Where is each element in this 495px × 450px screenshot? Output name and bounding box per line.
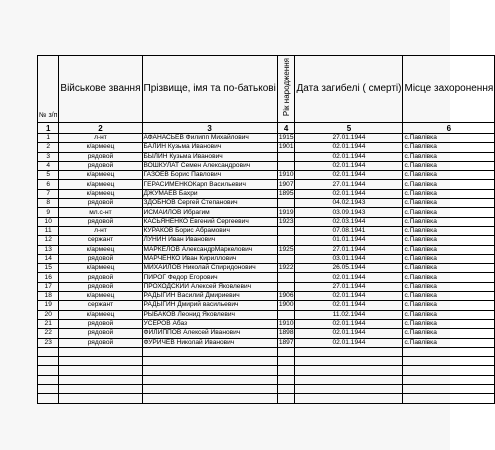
- row-number: 12: [38, 236, 59, 245]
- header-burial: Місце захоронення: [403, 56, 495, 123]
- table-row: [38, 189, 495, 198]
- table-row: [38, 273, 495, 282]
- rank-cell: рядовой: [59, 329, 142, 338]
- rank-cell: сержант: [59, 301, 142, 310]
- row-number: 5: [38, 171, 59, 180]
- name-cell: КУРАКОВ Борис Абрамович: [142, 226, 277, 235]
- burial-place-cell: с.Павлівка: [403, 319, 495, 328]
- empty-cell: [142, 394, 277, 403]
- row-number: 14: [38, 254, 59, 263]
- row-number: 13: [38, 245, 59, 254]
- birth-year-cell: [277, 161, 295, 170]
- empty-row: [38, 375, 495, 384]
- header-name: Прізвище, імя та по-батькові: [142, 56, 277, 123]
- birth-year-cell: 1923: [278, 217, 294, 225]
- name-cell: МИХАЙЛОВ Николай Спиридонович: [142, 264, 277, 273]
- burial-register-table: [37, 55, 495, 404]
- death-date-cell: 01.01.1944: [295, 236, 403, 245]
- header-num: № з/п: [38, 56, 59, 123]
- birth-year-cell: 1906: [278, 292, 294, 300]
- burial-place-cell: с.Павлівка: [403, 143, 495, 152]
- name-cell: ПИРОГ Федор Егорович: [142, 273, 277, 282]
- column-number: 2: [59, 123, 142, 134]
- row-number: 9: [38, 208, 59, 217]
- empty-cell: [277, 347, 295, 356]
- death-date-cell: 02.03.1944: [295, 217, 403, 226]
- empty-cell: [142, 347, 277, 356]
- empty-cell: [142, 385, 277, 394]
- birth-year-cell: 1915: [278, 134, 294, 142]
- table-row: [38, 208, 495, 217]
- empty-cell: [38, 347, 59, 356]
- death-date-cell: 02.01.1944: [295, 292, 403, 301]
- death-date-cell: 02.01.1944: [295, 161, 403, 170]
- empty-cell: [403, 357, 495, 366]
- burial-place-cell: с.Павлівка: [403, 161, 495, 170]
- table-row: [38, 152, 495, 161]
- name-cell: БАЛИН Кузьма Иванович: [142, 143, 277, 152]
- burial-place-cell: с.Павлівка: [403, 254, 495, 263]
- death-date-cell: 03.09.1943: [295, 208, 403, 217]
- name-cell: ИСМАИЛОВ Ибрагим: [142, 208, 277, 217]
- header-rank: Військове звання: [59, 56, 142, 123]
- name-cell: ФИЛИППОВ Алексей Иванович: [142, 329, 277, 338]
- rank-cell: л-нт: [59, 134, 142, 143]
- row-number: 3: [38, 152, 59, 161]
- column-number: 5: [295, 123, 403, 134]
- name-cell: РАДЫГИН Дмирий васильевич: [142, 301, 277, 310]
- birth-year-cell: 1901: [278, 143, 294, 151]
- table-row: [38, 180, 495, 189]
- empty-row: [38, 394, 495, 403]
- empty-row: [38, 366, 495, 375]
- row-number: 2: [38, 143, 59, 152]
- table-row: [38, 171, 495, 180]
- table-row: [38, 245, 495, 254]
- empty-cell: [142, 375, 277, 384]
- birth-year-cell: [277, 254, 295, 263]
- name-cell: БЫЛИН Кузьма Иванович: [142, 152, 277, 161]
- empty-cell: [295, 357, 403, 366]
- row-number: 16: [38, 273, 59, 282]
- birth-year-cell: [277, 236, 295, 245]
- row-number: 22: [38, 329, 59, 338]
- row-number: 21: [38, 319, 59, 328]
- table-row: [38, 161, 495, 170]
- death-date-cell: 27.01.1944: [295, 245, 403, 254]
- death-date-cell: 02.01.1944: [295, 301, 403, 310]
- row-number: 1: [38, 134, 59, 143]
- table-row: [38, 292, 495, 301]
- row-number: 18: [38, 292, 59, 301]
- empty-cell: [142, 366, 277, 375]
- table-row: [38, 301, 495, 310]
- empty-cell: [403, 347, 495, 356]
- empty-cell: [38, 394, 59, 403]
- empty-cell: [59, 357, 142, 366]
- rank-cell: к/армеец: [59, 245, 142, 254]
- row-number: 17: [38, 282, 59, 291]
- rank-cell: к/армеец: [59, 292, 142, 301]
- rank-cell: рядовой: [59, 152, 142, 161]
- table-row: [38, 264, 495, 273]
- table-row: [38, 310, 495, 319]
- birth-year-cell: 1897: [278, 338, 294, 346]
- row-number: 15: [38, 264, 59, 273]
- table-row: [38, 254, 495, 263]
- name-cell: УСЕРОВ Абаз: [142, 319, 277, 328]
- empty-cell: [38, 366, 59, 375]
- empty-cell: [38, 357, 59, 366]
- burial-place-cell: с.Павлівка: [403, 329, 495, 338]
- row-number: 6: [38, 180, 59, 189]
- name-cell: ЛУНИН Иван Иванович: [142, 236, 277, 245]
- death-date-cell: 02.01.1944: [295, 171, 403, 180]
- rank-cell: рядовой: [59, 217, 142, 226]
- column-number-row: [38, 123, 495, 134]
- rank-cell: рядовой: [59, 254, 142, 263]
- birth-year-cell: [277, 273, 295, 282]
- empty-cell: [277, 375, 295, 384]
- empty-cell: [295, 375, 403, 384]
- birth-year-cell: 1919: [278, 208, 294, 216]
- name-cell: МАРКЕЛОВ АлександрМаркелович: [142, 245, 277, 254]
- birth-year-cell: 1910: [278, 171, 294, 179]
- empty-cell: [59, 394, 142, 403]
- rank-cell: сержант: [59, 236, 142, 245]
- burial-place-cell: с.Павлівка: [403, 282, 495, 291]
- rank-cell: к/армеец: [59, 264, 142, 273]
- name-cell: АФАНАСЬЕВ Филипп Михайлович: [142, 134, 277, 143]
- table-row: [38, 143, 495, 152]
- death-date-cell: 02.01.1944: [295, 189, 403, 198]
- row-number: 8: [38, 199, 59, 208]
- empty-cell: [38, 385, 59, 394]
- empty-cell: [59, 375, 142, 384]
- row-number: 7: [38, 189, 59, 198]
- row-number: 19: [38, 301, 59, 310]
- header-birth-year-label: Рік народження: [281, 57, 291, 117]
- burial-place-cell: с.Павлівка: [403, 292, 495, 301]
- name-cell: ГАЗОЕВ Борис Павлович: [142, 171, 277, 180]
- name-cell: ГЕРАСИМЕНКОКарп Васильевич: [142, 180, 277, 189]
- row-number: 11: [38, 226, 59, 235]
- empty-cell: [295, 385, 403, 394]
- rank-cell: к/армеец: [59, 189, 142, 198]
- birth-year-cell: [277, 226, 295, 235]
- rank-cell: рядовой: [59, 161, 142, 170]
- table-row: [38, 282, 495, 291]
- death-date-cell: 02.01.1944: [295, 143, 403, 152]
- birth-year-cell: [277, 152, 295, 161]
- rank-cell: рядовой: [59, 282, 142, 291]
- death-date-cell: 02.01.1944: [295, 152, 403, 161]
- burial-place-cell: с.Павлівка: [403, 245, 495, 254]
- birth-year-cell: 1922: [278, 264, 294, 272]
- table-row: [38, 236, 495, 245]
- empty-row: [38, 357, 495, 366]
- death-date-cell: 03.01.1944: [295, 254, 403, 263]
- birth-year-cell: 1898: [278, 329, 294, 337]
- burial-place-cell: с.Павлівка: [403, 338, 495, 347]
- birth-year-cell: [277, 282, 295, 291]
- rank-cell: л-нт: [59, 226, 142, 235]
- burial-place-cell: с.Павлівка: [403, 310, 495, 319]
- empty-cell: [295, 347, 403, 356]
- death-date-cell: 02.01.1944: [295, 338, 403, 347]
- death-date-cell: 04.02.1943: [295, 199, 403, 208]
- empty-cell: [59, 385, 142, 394]
- table-row: [38, 217, 495, 226]
- rank-cell: к/армеец: [59, 143, 142, 152]
- rank-cell: к/армеец: [59, 171, 142, 180]
- register-rows: [38, 134, 495, 404]
- birth-year-cell: 1895: [278, 189, 294, 197]
- table-row: [38, 329, 495, 338]
- death-date-cell: 11.02.1944: [295, 310, 403, 319]
- table-row: [38, 319, 495, 328]
- burial-place-cell: с.Павлівка: [403, 152, 495, 161]
- row-number: 23: [38, 338, 59, 347]
- empty-cell: [403, 385, 495, 394]
- death-date-cell: 07.08.1941: [295, 226, 403, 235]
- burial-place-cell: с.Павлівка: [403, 301, 495, 310]
- name-cell: ДЖУМАЕВ Бахри: [142, 189, 277, 198]
- name-cell: ПРОХОДСКИЙ Алексей Яковлевич: [142, 282, 277, 291]
- burial-place-cell: с.Павлівка: [403, 134, 495, 143]
- name-cell: РАДЫГИН Василий Дмириевич: [142, 292, 277, 301]
- death-date-cell: 02.01.1944: [295, 319, 403, 328]
- row-number: 4: [38, 161, 59, 170]
- rank-cell: к/армеец: [59, 180, 142, 189]
- burial-place-cell: с.Павлівка: [403, 273, 495, 282]
- table-row: [38, 338, 495, 347]
- column-number: 4: [277, 123, 295, 134]
- rank-cell: к/армеец: [59, 310, 142, 319]
- rank-cell: рядовой: [59, 199, 142, 208]
- burial-place-cell: с.Павлівка: [403, 208, 495, 217]
- column-number: 1: [38, 123, 59, 134]
- row-number: 10: [38, 217, 59, 226]
- name-cell: ФУРИЧЕВ Николай Иванович: [142, 338, 277, 347]
- burial-place-cell: с.Павлівка: [403, 236, 495, 245]
- rank-cell: мл.с-нт: [59, 208, 142, 217]
- death-date-cell: 27.01.1944: [295, 180, 403, 189]
- table-row: [38, 226, 495, 235]
- death-date-cell: 02.01.1944: [295, 273, 403, 282]
- empty-cell: [277, 385, 295, 394]
- empty-row: [38, 385, 495, 394]
- death-date-cell: 02.01.1944: [295, 329, 403, 338]
- header-birth-year: [277, 56, 295, 123]
- name-cell: МАРЧЕНКО Иван Кириллович: [142, 254, 277, 263]
- empty-cell: [38, 375, 59, 384]
- rank-cell: рядовой: [59, 338, 142, 347]
- column-number: 3: [142, 123, 277, 134]
- name-cell: ВОШКУЛАТ Семен Александрович: [142, 161, 277, 170]
- death-date-cell: 27.01.1944: [295, 282, 403, 291]
- table-row: [38, 134, 495, 143]
- empty-cell: [277, 394, 295, 403]
- empty-cell: [277, 366, 295, 375]
- name-cell: ЗДОБНОВ Сергей Степанович: [142, 199, 277, 208]
- table-row: [38, 199, 495, 208]
- burial-place-cell: с.Павлівка: [403, 189, 495, 198]
- empty-cell: [295, 366, 403, 375]
- birth-year-cell: [277, 310, 295, 319]
- burial-place-cell: с.Павлівка: [403, 180, 495, 189]
- empty-cell: [403, 375, 495, 384]
- name-cell: КАСЬЯНЕНКО Евгений Сергеевич: [142, 217, 277, 226]
- birth-year-cell: 1900: [278, 301, 294, 309]
- burial-place-cell: с.Павлівка: [403, 217, 495, 226]
- burial-place-cell: с.Павлівка: [403, 199, 495, 208]
- birth-year-cell: 1910: [278, 320, 294, 328]
- name-cell: РЫБАКОВ Леонид Яковлевич: [142, 310, 277, 319]
- death-date-cell: 27.01.1944: [295, 134, 403, 143]
- burial-place-cell: с.Павлівка: [403, 226, 495, 235]
- burial-place-cell: с.Павлівка: [403, 171, 495, 180]
- empty-cell: [59, 347, 142, 356]
- empty-cell: [142, 357, 277, 366]
- empty-cell: [295, 394, 403, 403]
- empty-cell: [403, 366, 495, 375]
- burial-place-cell: с.Павлівка: [403, 264, 495, 273]
- row-number: 20: [38, 310, 59, 319]
- empty-cell: [277, 357, 295, 366]
- death-date-cell: 26.05.1944: [295, 264, 403, 273]
- header-row: [38, 56, 495, 123]
- empty-cell: [403, 394, 495, 403]
- empty-cell: [59, 366, 142, 375]
- rank-cell: рядовой: [59, 273, 142, 282]
- header-death-date: Дата загибелі ( смерті): [295, 56, 403, 123]
- birth-year-cell: 1925: [278, 245, 294, 253]
- column-number: 6: [403, 123, 495, 134]
- empty-row: [38, 347, 495, 356]
- birth-year-cell: [277, 199, 295, 208]
- birth-year-cell: 1907: [278, 180, 294, 188]
- rank-cell: рядовой: [59, 319, 142, 328]
